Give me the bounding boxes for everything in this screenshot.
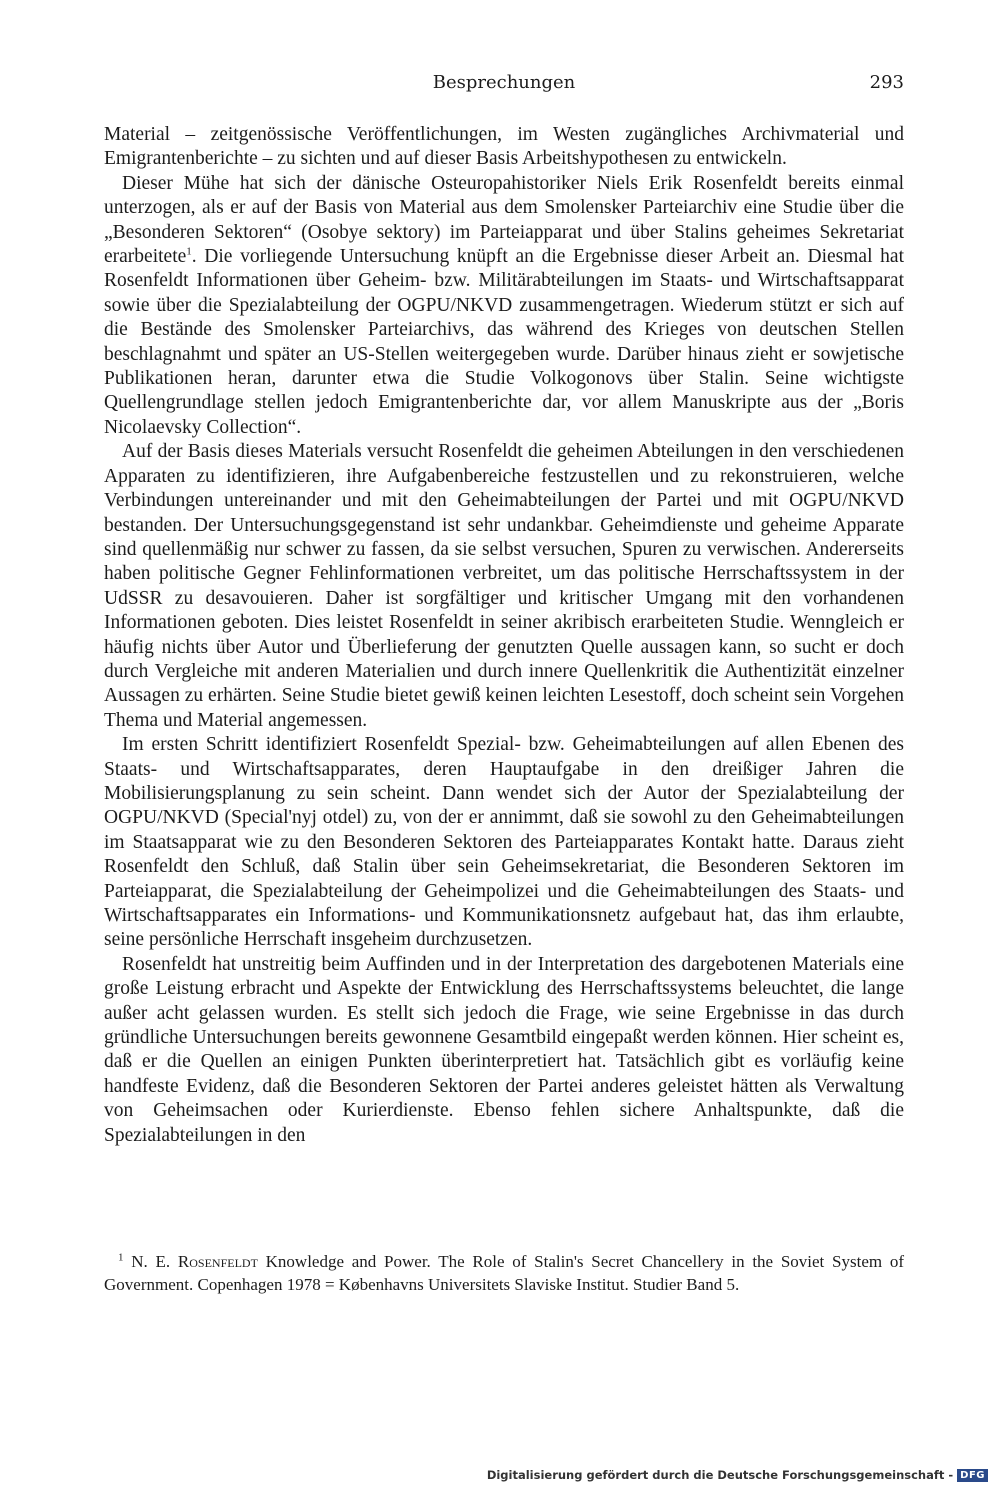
running-head: [104, 72, 904, 98]
running-title: Besprechungen: [432, 72, 576, 93]
paragraph-2-part-b: . Die vorliegende Untersuchung knüpft an die Ergebnisse dieser Arbeit an. Diesmal hat Rosenfeldt Informationen über Geheim- bzw. Militärabteilungen im Staats- und Wirtschaftsapparat sowie über die Spezialabteilung der OGPU/NKVD zusammengetragen. Wiederum stützt er sich auf die Bestände des Smolensker Parteiarchivs, das während des Krieges von deutschen Stellen beschlagnahmt und später an US-Stellen weitergegeben wurde. Darüber hinaus zieht er sowjetische Publikationen heran, darunter etwa die Studie Volkogonovs über Stalin. Seine wichtigste Quellengrundlage stellen jedoch Emigrantenberichte dar, vor allem Manuskripte aus der „Boris Nicolaevsky Collection“.: [104, 246, 904, 438]
footnote: [104, 1251, 904, 1296]
page-number: 293: [869, 72, 904, 93]
footnote-author: N. E. Rosenfeldt: [131, 1252, 258, 1271]
footnote-reference: 1: [186, 245, 192, 258]
paragraph-3: Auf der Basis dieses Materials versucht Rosenfeldt die geheimen Abteilungen in den verschiedenen Apparaten zu identifizieren, ihre Aufgabenbereiche festzustellen und zu rekonstruieren, welche Verbindungen untereinander und mit den Geheimabteilungen der Partei und mit OGPU/NKVD bestanden. Der Untersuchungsgegenstand ist sehr undankbar. Geheimdienste und geheime Apparate sind quellenmäßig nur schwer zu fassen, da sie selbst versuchen, Spuren zu verwischen. Andererseits haben politische Gegner Fehlinformationen verbreitet, um das politische Herrschaftssystem in der UdSSR zu desavouieren. Daher ist sorgfältiger und kritischer Umgang mit den vorhandenen Informationen geboten. Dies leistet Rosenfeldt in seiner akribisch erarbeiteten Studie. Wenngleich er häufig nichts über Autor und Überlieferung der genutzten Quelle aussagen kann, so sucht er doch durch Vergleiche mit anderen Materialien und durch innere Quellenkritik die Authentizität einzelner Aussagen zu erhärten. Seine Studie bietet gewiß keinen leichten Lesestoff, doch scheint sein Vorgehen Thema und Material angemessen.: [104, 441, 904, 731]
paragraph-1: Material – zeitgenössische Veröffentlichungen, im Westen zugängliches Archivmaterial und Emigrantenberichte – zu sichten und auf dieser Basis Arbeitshypothesen zu entwickeln.: [104, 124, 904, 170]
footnote-text: Knowledge and Power. The Role of Stalin's Secret Chancellery in the Soviet System of Government. Copenhagen 1978 = Københavns Universitets Slaviske Institut. Studier Band 5.: [104, 1252, 904, 1294]
body-text: [104, 123, 904, 1148]
paragraph-5: Rosenfeldt hat unstreitig beim Auffinden und in der Interpretation des dargebotenen Materials eine große Leistung erbracht und Aspekte der Entwicklung des Herrschaftssystems beleuchtet, die lange außer acht gelassen wurden. Es stellt sich jedoch die Frage, wie seine Ergebnisse in das durch gründliche Untersuchungen bereits gewonnene Gesamtbild eingepaßt werden können. Hier scheint es, daß er die Quellen an einigen Punkten überinterpretiert hat. Tatsächlich gibt es vorläufig keine handfeste Evidenz, daß die Besonderen Sektoren der Partei anderes geleistet hätten als Verwaltung von Geheimsachen oder Kurierdienste. Ebenso fehlen sichere Anhaltspunkte, daß die Spezialabteilungen in den: [104, 953, 904, 1146]
digitization-note: [487, 1466, 988, 1484]
digitization-text: Digitalisierung gefördert durch die Deutsche Forschungsgemeinschaft -: [486, 1468, 954, 1482]
paragraph-2: [104, 172, 904, 440]
dfg-logo: DFG: [957, 1469, 988, 1482]
paragraph-4: Im ersten Schritt identifiziert Rosenfeldt Spezial- bzw. Geheimabteilungen auf allen Ebenen des Staats- und Wirtschaftsapparates, deren Hauptaufgabe in den dreißiger Jahren die Mobilisierungsplanung zu sein scheint. Dann wendet sich der Autor der Spezialabteilung der OGPU/NKVD (Special'nyj otdel) zu, von der er annimmt, daß sie sowohl zu den Geheimabteilungen im Staatsapparat wie zu den Besonderen Sektoren des Parteiapparates Kontakt hatte. Daraus zieht Rosenfeldt den Schluß, daß Stalin über sein Geheimsekretariat, die Besonderen Sektoren im Parteiapparat, die Spezialabteilung der Geheimpolizei und die Geheimabteilungen des Staats- und Wirtschaftsapparates ein Informations- und Kommunikationsnetz aufgebaut hat, das ihm erlaubte, seine persönliche Herrschaft insgeheim durchzusetzen.: [104, 734, 904, 951]
paragraph-2-part-a: Dieser Mühe hat sich der dänische Osteuropahistoriker Niels Erik Rosenfeldt bereits einmal unterzogen, als er auf der Basis von Material aus dem Smolensker Parteiarchiv eine Studie über die „Besonderen Sektoren“ (Osobye sektory) im Parteiapparat und über Stalins geheimes Sekretariat erarbeitete: [104, 172, 904, 268]
footnote-number: 1: [118, 1251, 124, 1264]
